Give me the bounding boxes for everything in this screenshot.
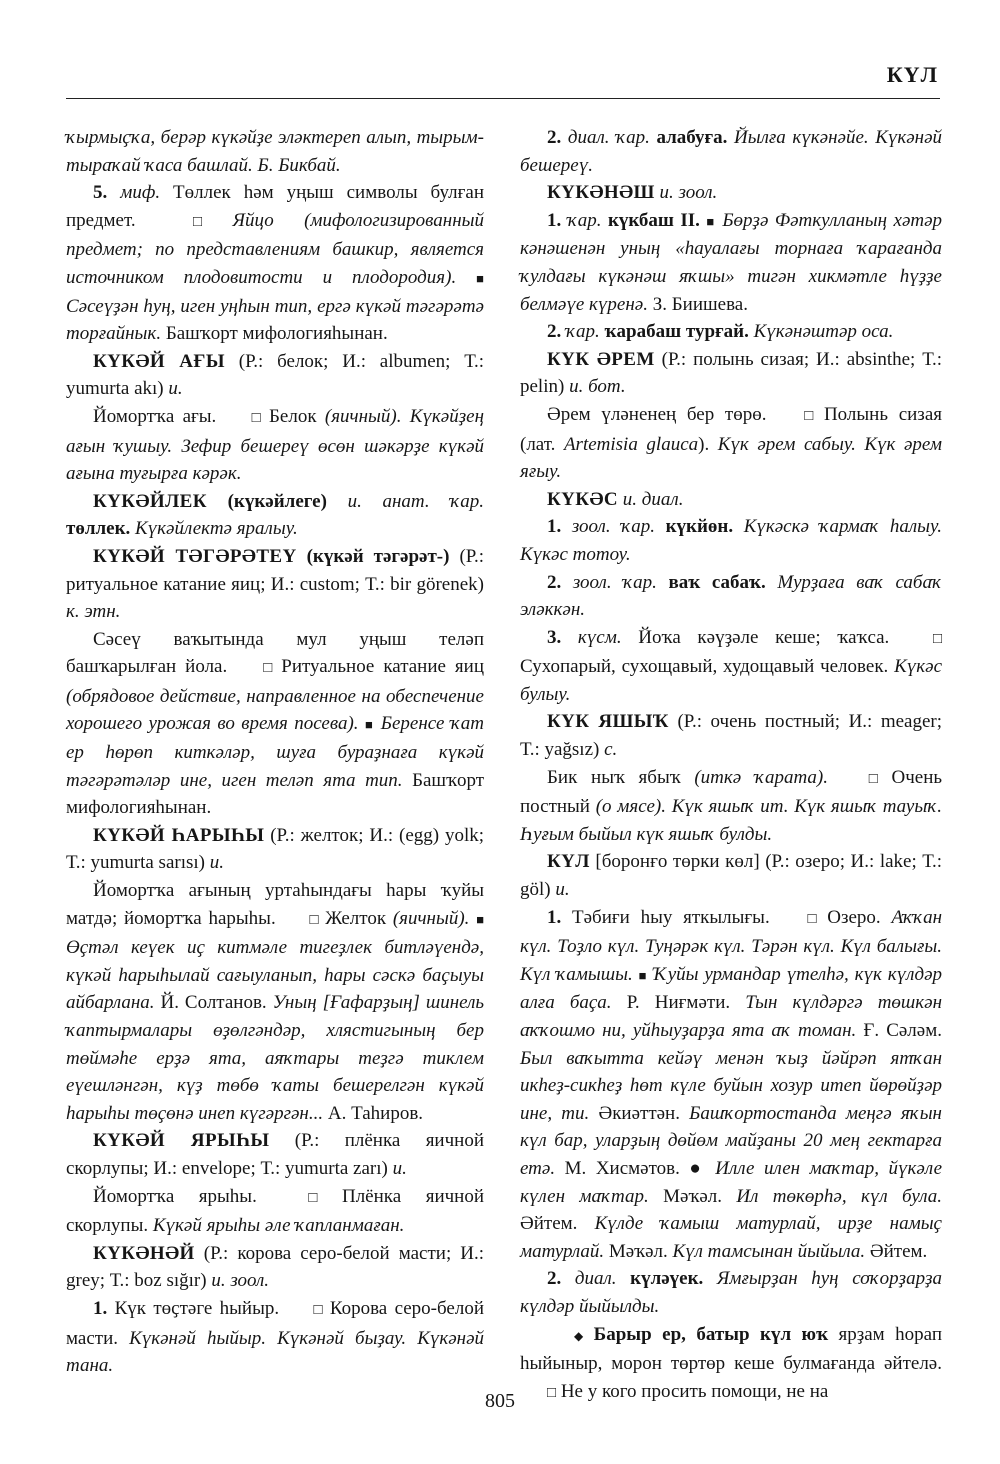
entry-kukanash-def: 1. ҡар. күкбаш II. ■ Бөрҙә Фәткулланың хәтәр кәнәшенән уның «һауалағы торнаға ҡарағанда ҡулдағы күкәнәш яҡшы» тигән хикмәтле һүҙҙе белмәүе күренә. З. Биишева. (520, 209, 943, 315)
headword: КҮКӘНӘШ (547, 182, 655, 204)
bullet-icon: ● (689, 1157, 706, 1179)
headword: КҮКӘЙЛЕК (93, 490, 207, 512)
square-icon: □ (251, 409, 261, 426)
guide-word: КҮЛ (886, 62, 938, 87)
entry-kuk-yashyk-def: Бик ныҡ ябыҡ (иткә ҡарата). □ Очень постный (о мясе). Күк яшыҡ ит. Күк яшыҡ тауыҡ. Һуғым быйыл күк яшыҡ булды. (520, 766, 943, 845)
entry-kukay-yaryhy: КҮКӘЙ ЯРЫҺЫ (Р.: плёнка яичной скорлупы; И.: envelope; Т.: yumurta zarı) и. (66, 1130, 484, 1179)
entry-kukay-agy: КҮКӘЙ АҒЫ (Р.: белок; И.: albumen; Т.: yumurta akı) и. (66, 350, 484, 400)
sense-5: 5. миф. Төллек һәм уңыш символы булған предмет. □ Яйцо (мифологизированный предмет; по представлениям башкир, является источником плодовитости и плодородия). ■ Сәсеүҙән һуң, иген уңһын тип, ергә күкәй тәгәрәтә торғайнык. Башҡорт мифологияһынан. (66, 182, 485, 345)
black-square-icon: ■ (476, 911, 485, 927)
black-square-icon: ■ (638, 967, 648, 983)
headword: КҮКӘЙ ҺАРЫҺЫ (93, 824, 265, 846)
square-icon: □ (547, 1384, 557, 1401)
entry-kuk-arem-def: Әрем үләненең бер төрө. □ Полынь сизая (лат. Artemisia glauca). Күк әрем сабыу. Күк әрем яғыу. (520, 403, 942, 483)
entry-kukay-yaryhy-def: Йомортҡа ярыһы. □ Плёнка яичной скорлупы. Күкәй ярыһы әле ҡапланмаған. (66, 1185, 485, 1237)
headword: КҮЛ (547, 851, 590, 873)
sense-kukanay-2: 2. диал. ҡар. алабуға. Йылға күкәнәйе. Күкәнәй бешереү. (520, 127, 943, 176)
entry-kukas-def-3: 3. күсм. Йоҡа кәүҙәле кеше; ҡаҡса. □ Сухопарый, сухощавый, худощавый человек. Күкәс булыу. (520, 626, 943, 705)
entry-continuation: ҡырмыҫҡа, берәр күкәйҙе эләктереп алып, тырым-тыраҡай ҡаса башлай. Б. Бикбай. (66, 127, 484, 176)
entry-kul: КҮЛ [боронғо төрки көл] (Р.: озеро; И.: lake; Т.: göl) и. (520, 851, 943, 901)
entry-kuk-yashyk: КҮК ЯШЫҠ (Р.: очень постный; И.: meager; Т.: yağsız) с. (520, 711, 943, 761)
entry-kukay-haryhy-def: Йомортҡа ағының уртаһындағы һары ҡуйы матдә; йомортҡа һарыһы. □ Желток (яичный). ■ Өҫтәл кеүек иҫ китмәле тигеҙлек битләүендә, күкәй һарыһылай сағыуланып, һары сәскә баҫыуы айбарлана. Й. Солтанов. Уның [Ғафарҙың] шинель ҡаптырмалары өҙөлгәндәр, хлястигының бер төймәһе ерҙә ята, аяҡтары теҙгә тиклем еүешләнгән, күҙ төбө ҡаты бешерелгән күкәй һарыһы төҫөнә инеп күгәргән... А. Таһиров. (66, 880, 485, 1124)
headword: КҮКӘНӘЙ (93, 1242, 195, 1264)
entry-kuk-arem: КҮК ӘРЕМ (Р.: полынь сизая; И.: absinthe; Т.: pelin) и. бот. (520, 348, 943, 398)
square-icon: □ (868, 770, 878, 787)
entry-kukanay-def: 1. Күк төҫтәге һыйыр. □ Корова серо-белой масти. Күкәнәй һыйыр. Күкәнәй быҙау. Күкәнәй тана. (66, 1297, 485, 1377)
diamond-icon: ◆ (574, 1328, 584, 1343)
left-column (66, 124, 484, 1380)
entry-kul-def-1: 1. Тәбиғи һыу яткылығы. □ Озеро. Аҡҡан күл. Тоҙло күл. Туңәрәк күл. Тәрән күл. Күл балығы. Күл ҡамышы. ■ Ҡуйы урмандар үтелһә, күк күлдәр алға баҫа. Р. Ниғмәти. Тын күлдәргә төшкән аҡҡошмо ни, уйһыуҙарҙа ята аҡ томан. Ғ. Сәләм. Был ваҡытта кейәү менән ҡыҙ йәйрәп ятҡан икһеҙ-сикһеҙ һөт күле буйын хозур итеп йөрөйҙәр ине, ти. Әкиәттән. Башҡортостанда меңгә яҡын күл бар, уларҙың дөйөм майҙаны 20 мең гектарға етә. М. Хисмәтов. ● Илле илен маҡтар, йүкәле күлен маҡтар. Мәҡәл. Ил төкөрһә, күл була. Әйтем. Күлде ҡамыш матурлай, ирҙе намыҫ матурлай. Мәҡәл. Күл тамсынан йыйыла. Әйтем. (520, 906, 943, 1262)
black-square-icon: ■ (364, 717, 375, 733)
entry-kukay-tagaratey-def: Сәсеү ваҡытында мул уңыш теләп башҡарылған йола. □ Ритуальное катание яиц (обрядовое действие, направленное на обеспечение хорошего урожая во время посева). ■ Беренсе ҡат ер һөрөп киткәләр, шуға бураҙнаға күкәй тәгәрәтәләр ине, иген теләп ята тип. Башҡорт мифологияһынан. (66, 628, 485, 819)
entry-kukanay: КҮКӘНӘЙ (Р.: корова серо-белой масти; И.: grey; Т.: boz sığır) и. зоол. (66, 1242, 485, 1292)
page-number: 805 (485, 1390, 515, 1412)
square-icon: □ (308, 1189, 318, 1206)
entry-kukay-agy-def: Йомортҡа ағы. □ Белок (яичный). Күкәйҙең ағын ҡушыу. Зефир бешереү өсөн шәкәрҙе күкәй ағына туғырға кәрәк. (66, 405, 484, 485)
entry-kukanash-def-2: 2. ҡар. ҡарабаш турғай. Күкәнәштәр оса. (547, 321, 894, 343)
entry-kul-def-2: 2. диал. күләүек. Ямғырҙан һуң соҡорҙарҙа күлдәр йыйылды. (520, 1268, 943, 1317)
square-icon: □ (263, 660, 273, 677)
entry-kukay-tagaratey: КҮКӘЙ ТӘГӘРӘТЕҮ (күкәй тәгәрәт-) (Р.: ритуальное катание яиц; И.: custom; Т.: bir görenek) к. этн. (66, 545, 484, 623)
headword: КҮКӘС (547, 488, 619, 510)
entry-kukanash: КҮКӘНӘШ и. зоол. (547, 182, 718, 204)
entry-kul-phrase: ◆ Барыр ер, батыр күл юҡ ярҙам һорап һыйыныр, морон төртөр кеше булмағанда әйтелә. □ Не у кого просить помощи, не на (520, 1321, 942, 1408)
right-column (520, 124, 942, 1407)
headword: КҮКӘЙ АҒЫ (93, 350, 225, 372)
headword: КҮКӘЙ ЯРЫҺЫ (93, 1130, 270, 1152)
square-icon: □ (807, 910, 817, 927)
square-icon: □ (932, 630, 943, 647)
header-rule (66, 98, 940, 99)
headword: КҮКӘЙ ТӘГӘРӘТЕҮ (93, 545, 297, 567)
square-icon: □ (804, 407, 814, 424)
square-icon: □ (309, 911, 319, 928)
entry-kukas-def-1: 1. зоол. ҡар. күкйөн. Күкәскә ҡармаҡ һалыу. Күкәс тотоу. (520, 516, 942, 565)
entry-kukay-haryhy: КҮКӘЙ ҺАРЫҺЫ (Р.: желток; И.: (egg) yolk; Т.: yumurta sarısı) и. (66, 824, 485, 874)
square-icon: □ (313, 1301, 323, 1318)
square-icon: □ (193, 213, 203, 230)
headword: КҮК ӘРЕМ (547, 348, 655, 370)
black-square-icon: ■ (706, 213, 716, 229)
entry-kukaylek: КҮКӘЙЛЕК (күкәйлеге) и. анат. ҡар. төллек. Күкәйлектә яралыу. (66, 490, 485, 540)
entry-kukas: КҮКӘС и. диал. (547, 488, 684, 510)
black-square-icon: ■ (476, 270, 485, 286)
headword: КҮК ЯШЫҠ (547, 711, 669, 733)
entry-kukas-def-2: 2. зоол. ҡар. ваҡ сабаҡ. Мурҙаға ваҡ сабаҡ эләккән. (520, 571, 943, 621)
